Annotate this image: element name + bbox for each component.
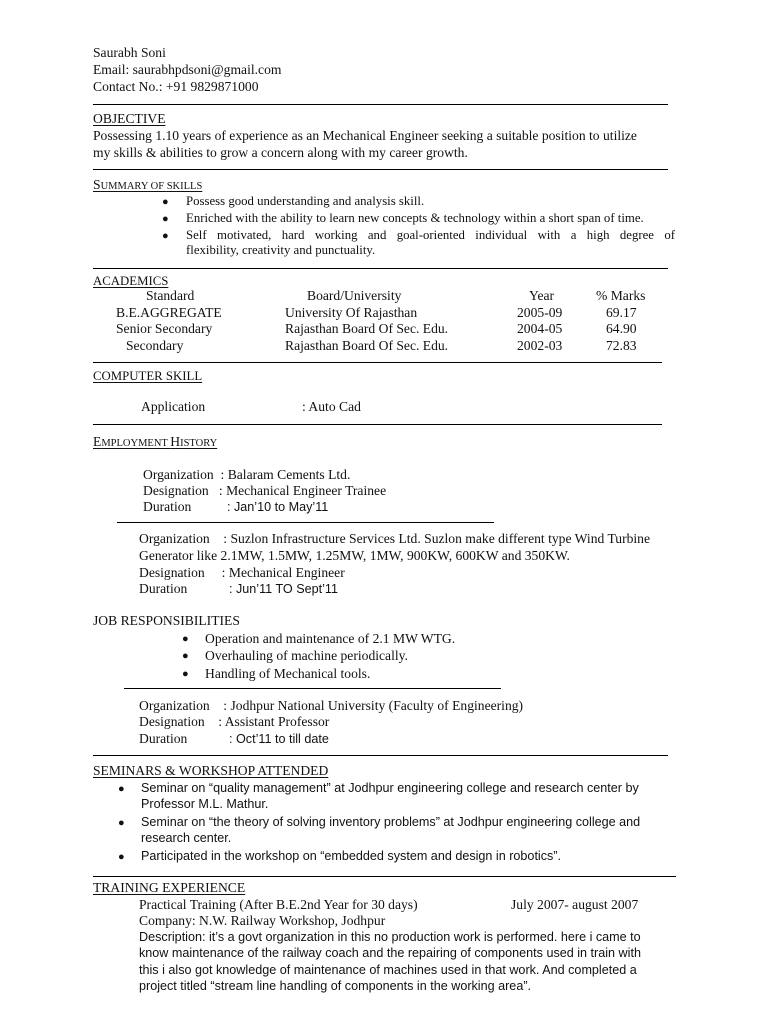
employment-heading: EMPLOYMENT HISTORY [93,434,218,449]
org1-designation: Designation : Mechanical Engineer Trainee [143,483,387,498]
divider [93,268,668,269]
academic-marks: 72.83 [606,338,637,353]
academic-board: Rajasthan Board Of Sec. Edu. [285,338,449,353]
seminar-item-continued: research center. [141,831,232,845]
academic-marks: 69.17 [606,305,637,320]
seminar-item: Seminar on “the theory of solving inventory problems” at Jodhpur engineering college and [141,815,641,829]
academic-marks: 64.90 [606,321,637,336]
skill-item: Enriched with the ability to learn new concepts & technology within a short span of time. [186,211,644,225]
academic-year: 2004-05 [517,321,563,336]
seminar-item-continued: Professor M.L. Mathur. [141,797,269,811]
academic-board: Rajasthan Board Of Sec. Edu. [285,321,449,336]
training-heading: TRAINING EXPERIENCE [93,880,246,895]
skills-heading: SUMMARY OF SKILLS [93,177,203,192]
skill-item-continued: flexibility, creativity and punctuality. [186,243,376,257]
divider [93,424,662,425]
org1-duration-value: : Jan’10 to May’11 [227,500,329,514]
org2-designation: Designation : Mechanical Engineer [139,565,345,580]
academic-standard: Secondary [126,338,184,353]
practical-training: Practical Training (After B.E.2nd Year for 30 days) [139,897,418,912]
bullet-icon: ● [182,668,189,680]
training-company: Company: N.W. Railway Workshop, Jodhpur [139,913,386,928]
divider [117,522,494,523]
org1-duration-label: Duration [143,499,192,514]
org3-designation: Designation : Assistant Professor [139,714,330,729]
column-header-marks: % Marks [596,288,646,303]
academic-year: 2002-03 [517,338,563,353]
bullet-icon: ● [182,650,189,662]
academic-year: 2005-09 [517,305,563,320]
objective-text-line1: Possessing 1.10 years of experience as an Mechanical Engineer seeking a suitable position to utilize [93,128,637,143]
bullet-icon: ● [118,817,125,829]
seminar-item: Participated in the workshop on “embedded system and design in robotics”. [141,849,562,863]
training-dates: July 2007- august 2007 [511,897,639,912]
seminars-heading: SEMINARS & WORKSHOP ATTENDED [93,763,329,778]
column-header-board: Board/University [307,288,402,303]
academic-board: University Of Rajasthan [285,305,418,320]
job-item: Handling of Mechanical tools. [205,666,371,681]
bullet-icon: ● [162,230,169,242]
column-header-year: Year [529,288,555,303]
divider [93,169,668,170]
job-item: Overhauling of machine periodically. [205,648,408,663]
divider [124,688,501,689]
academic-standard: B.E.AGGREGATE [116,305,222,320]
org2-organization-line2: Generator like 2.1MW, 1.5MW, 1.25MW, 1MW, 900KW, 600KW and 350KW. [139,548,570,563]
org3-duration-label: Duration [139,731,188,746]
training-description-line2: know maintenance of the railway coach and the repairing of components used in train with [139,946,641,960]
seminar-item: Seminar on “quality management” at Jodhpur engineering college and research center by [141,781,639,795]
job-item: Operation and maintenance of 2.1 MW WTG. [205,631,456,646]
training-description-line1: Description: it’s a govt organization in this no production work is performed. here i came to [139,930,641,944]
org3-duration-value: : Oct’11 to till date [229,732,329,746]
bullet-icon: ● [162,196,169,208]
org2-organization-line1: Organization : Suzlon Infrastructure Services Ltd. Suzlon make different type Wind Turbine [139,531,650,546]
column-header-standard: Standard [146,288,195,303]
application-value: : Auto Cad [302,399,361,414]
job-responsibilities-heading: JOB RESPONSIBILITIES [93,613,240,628]
org3-organization: Organization : Jodhpur National University (Faculty of Engineering) [139,698,524,713]
computer-skill-heading: COMPUTER SKILL [93,369,203,383]
skill-item: Possess good understanding and analysis skill. [186,194,425,208]
contact-line: Contact No.: +91 9829871000 [93,79,259,94]
skill-item: Self motivated, hard working and goal-oriented individual with a high degree of [186,228,675,242]
divider [93,876,676,877]
objective-text-line2: my skills & abilities to grow a concern along with my career growth. [93,145,468,160]
bullet-icon: ● [182,633,189,645]
academics-heading: ACADEMICS [93,274,169,288]
divider [93,362,662,363]
candidate-name: Saurabh Soni [93,45,166,60]
training-description-line4: project titled “stream line handling of components in the working area”. [139,979,532,993]
divider [93,104,668,105]
training-description-line3: this i also got knowledge of maintenance of machines used in that work. And completed a [139,963,637,977]
application-label: Application [141,399,206,414]
org2-duration-value: : Jun’11 TO Sept’11 [229,582,338,596]
bullet-icon: ● [118,783,125,795]
email-line: Email: saurabhpdsoni@gmail.com [93,62,282,77]
bullet-icon: ● [162,213,169,225]
objective-heading: OBJECTIVE [93,111,166,126]
divider [93,755,668,756]
org2-duration-label: Duration [139,581,188,596]
bullet-icon: ● [118,851,125,863]
org1-organization: Organization : Balaram Cements Ltd. [143,467,351,482]
academic-standard: Senior Secondary [116,321,213,336]
